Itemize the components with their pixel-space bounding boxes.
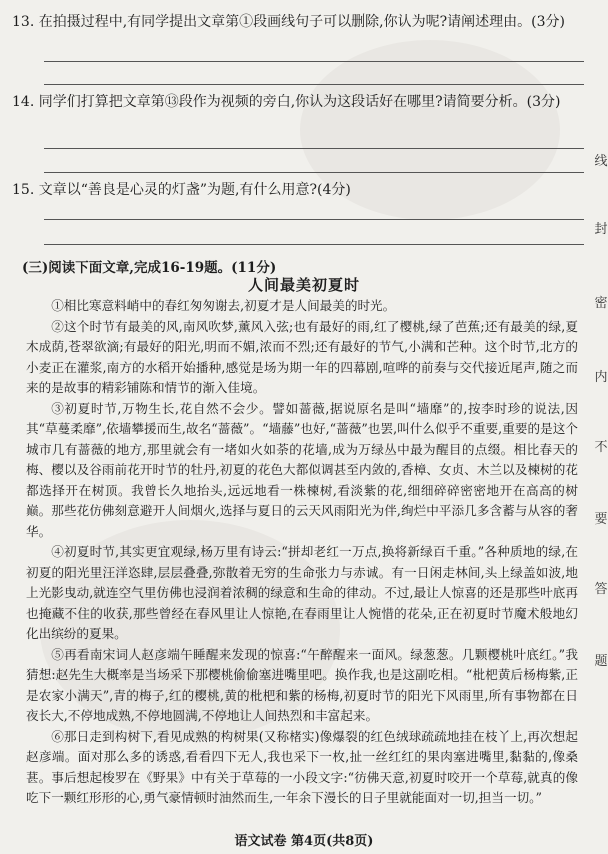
paragraph-1: ①相比寒意料峭中的春红匆匆谢去,初夏才是人间最美的时光。 [51,298,396,313]
section-heading: (三)阅读下面文章,完成16-19题。(11分) [22,260,277,276]
margin-char: 题 [594,654,608,669]
answer-line[interactable] [44,219,584,220]
margin-char: 线 [594,154,608,169]
answer-line[interactable] [44,172,584,173]
question-14: 14. 同学们打算把文章第⑬段作为视频的旁白,你认为这段话好在哪里?请简要分析。(3分) [12,94,561,110]
answer-line[interactable] [44,84,584,85]
page-footer: 语文试卷 第4页(共8页) [234,834,374,849]
passage-body [26,296,578,809]
question-13: 13. 在拍摄过程中,有同学提出文章第①段画线句子可以删除,你认为呢?请阐述理由。(3分) [12,14,565,30]
margin-char: 答 [594,582,608,597]
margin-char: 密 [594,296,608,311]
paragraph-2: ②这个时节有最美的风,南风吹梦,薰风入弦;也有最好的雨,红了樱桃,绿了芭蕉;还有最美的绿,夏木成荫,苍翠欲滴;有最好的阳光,明而不媚,浓而不烈;还有最好的节气,小满和芒种。这个时节,北方的小麦正在灌浆,南方的水稻开始播种,感觉是场为期一年的四幕剧,喧哗的前奏与交代接近尾声,随之而来的是故事的精彩铺陈和情节的渐入佳境。 [26,318,578,395]
margin-char: 内 [594,370,608,385]
paragraph-5: ⑤再看南宋词人赵彦端午睡醒来发现的惊喜:“午醉醒来一面风。绿葱葱。几颗樱桃叶底红。”我猜想:赵先生大概率是当场采下那樱桃偷偷塞进嘴里吧。换作我,也是这副吃相。“枇杷黄后杨梅紫,正是农家小满天”,青的梅子,红的樱桃,黄的枇杷和紫的杨梅,初夏时节的阳光下风雨里,所有事物都在日夜长大,不停地成熟,不停地圆满,不停地让人间热烈和丰富起来。 [26,646,578,723]
answer-line[interactable] [44,61,584,62]
margin-char: 要 [594,512,608,527]
answer-line[interactable] [44,244,584,245]
margin-char: 封 [594,222,608,237]
paragraph-3: ③初夏时节,万物生长,花自然不会少。譬如蔷薇,据说原名是叫“墙靡”的,按李时珍的说法,因其“草蔓柔靡”,依墙攀援而生,故名“蔷薇”。“墙藤”也好,“蔷薇”也罢,叫什么似乎不重要,重要的是这个城市几有蔷薇的地方,那里就会有一堵如火如荼的花墙,成为万绿丛中最为醒目的点缀。相比春天的梅、樱以及谷雨前花开时节的牡丹,初夏的花色大都似调甚至内敛的,香樟、女贞、木兰以及楝树的花都选择开在树顶。我曾长久地抬头,远远地看一株楝树,看淡紫的花,细细碎碎密密地开在高高的树巅。那些花仿佛刻意避开人间烟火,选择与夏日的云天风雨阳光为伴,绚烂中平添几多含蓄与从容的奢华。 [26,400,578,539]
passage-title: 人间最美初夏时 [247,276,360,294]
answer-line[interactable] [44,148,584,149]
paragraph-6: ⑥那日走到构树下,看见成熟的构树果(又称楮实)像爆裂的红色绒球疏疏地挂在枝丫上,再次想起赵彦端。面对那么多的诱惑,看看四下无人,我也采下一枚,扯一丝红红的果肉塞进嘴里,黏黏的,像桑葚。事后想起梭罗在《野果》中有关于草莓的一小段文字:“彷佛天意,初夏时咬开一个草莓,就真的像吃下一颗红形形的心,勇气豪情顿时油然而生,一年余下漫长的日子里就能面对一切,担当一切。” [26,728,578,805]
question-15: 15. 文章以“善良是心灵的灯盏”为题,有什么用意?(4分) [12,182,351,198]
paragraph-4: ④初夏时节,其实更宜观绿,杨万里有诗云:“拼却老红一万点,换将新绿百千重。”各种质地的绿,在初夏的阳光里汪洋恣肆,层层叠叠,弥散着无穷的生命张力与赤诚。有一日闲走林间,头上绿盖如波,地上光影曳动,就连空气里仿佛也浸润着浓稠的绿意和生命的律动。不过,最让人惊喜的还是那些叶底再也掩藏不住的收获,那些曾经在春风里让人惊艳,在春雨里让人惋惜的花朵,正在初夏时节魔术般地幻化出缤纷的夏果。 [26,544,578,641]
margin-char: 不 [594,440,608,455]
